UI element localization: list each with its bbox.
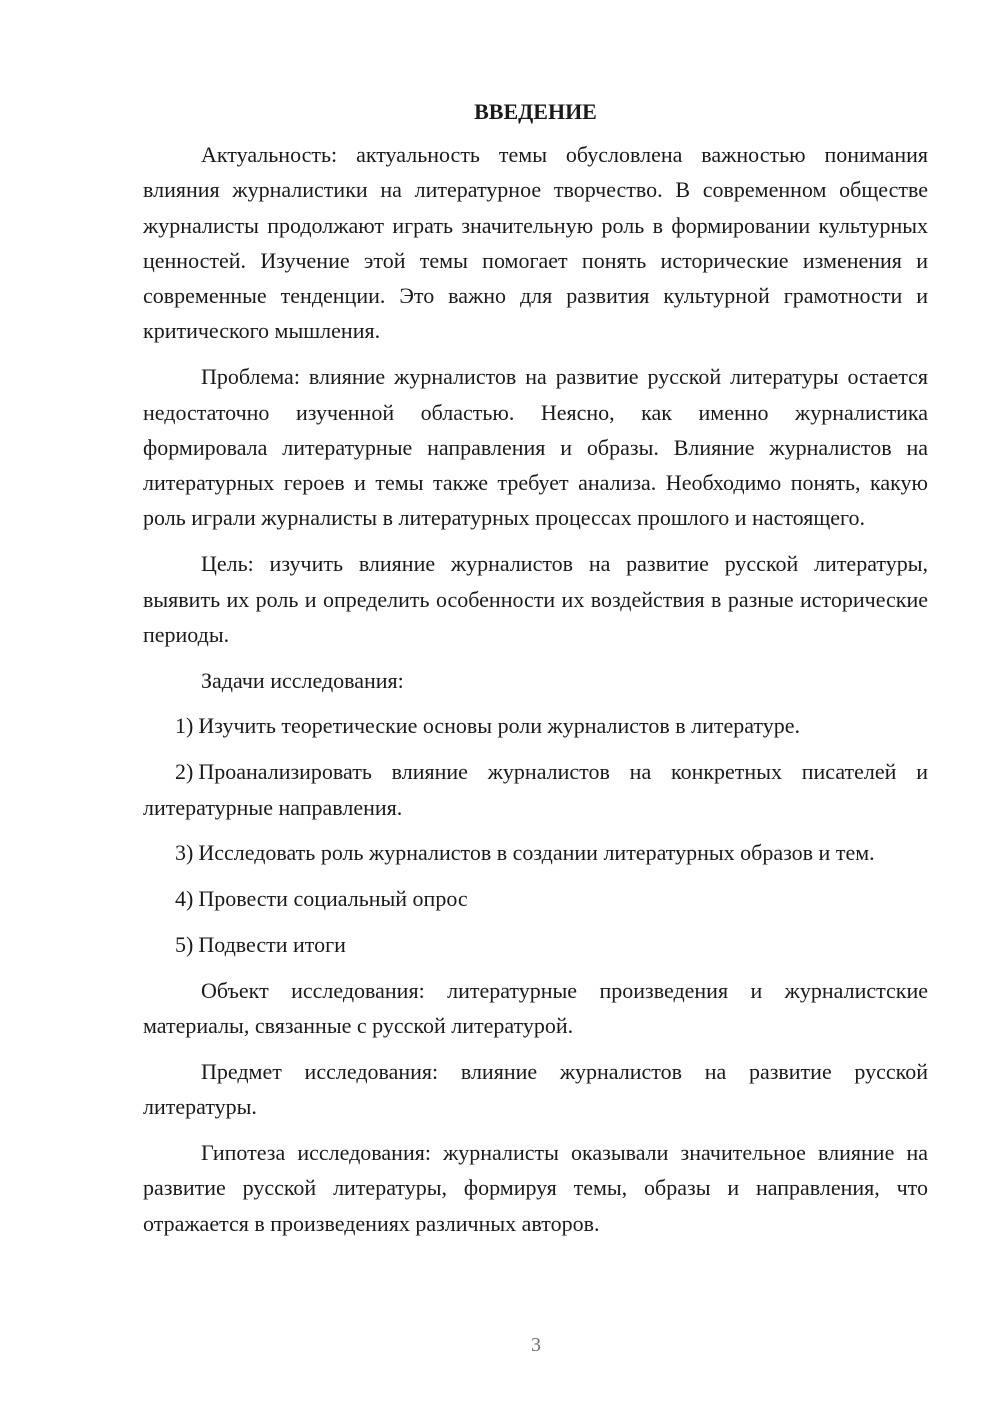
- subject-paragraph: Предмет исследования: влияние журналистов на развитие русской литературы.: [143, 1058, 928, 1120]
- object-paragraph: Объект исследования: литературные произведения и журналистские материалы, связанные с русской литературой.: [143, 977, 928, 1039]
- task-text: Изучить теоретические основы роли журналистов в литературе.: [198, 713, 801, 739]
- tasks-list: [143, 708, 928, 962]
- task-text: Провести социальный опрос: [198, 886, 468, 912]
- task-item: [143, 927, 928, 962]
- task-item: [143, 835, 928, 870]
- page-number: 3: [531, 1334, 541, 1356]
- task-item: [143, 754, 928, 825]
- goal-paragraph: Цель: изучить влияние журналистов на развитие русской литературы, выявить их роль и определить особенности их воздействия в разные исторические периоды.: [143, 551, 928, 647]
- task-number: 3): [175, 840, 194, 866]
- tasks-heading: Задачи исследования:: [201, 667, 404, 693]
- task-number: 4): [175, 886, 194, 912]
- task-text: Исследовать роль журналистов в создании литературных образов и тем.: [198, 840, 875, 866]
- page-content: [143, 94, 928, 1251]
- task-number: 1): [175, 713, 194, 739]
- task-item: [143, 881, 928, 916]
- task-number: 2): [175, 759, 194, 785]
- relevance-paragraph: Актуальность: актуальность темы обусловлена важностью понимания влияния журналистики на литературное творчество. В современном обществе журналисты продолжают играть значительную роль в формировании культурных ценностей. Изучение этой темы помогает понять исторические изменения и современные тенденции. Это важно для развития культурной грамотности и критического мышления.: [143, 142, 928, 344]
- task-item: [143, 708, 928, 743]
- task-text: Подвести итоги: [198, 931, 346, 957]
- section-heading: ВВЕДЕНИЕ: [474, 99, 597, 124]
- task-text: Проанализировать влияние журналистов на конкретных писателей и литературные направления.: [143, 759, 928, 820]
- task-number: 5): [175, 931, 194, 957]
- problem-paragraph: Проблема: влияние журналистов на развитие русской литературы остается недостаточно изученной областью. Неясно, как именно журналистика формировала литературные направления и образы. Влияние журналистов на литературных героев и темы также требует анализа. Необходимо понять, какую роль играли журналисты в литературных процессах прошлого и настоящего.: [143, 364, 928, 531]
- hypothesis-paragraph: Гипотеза исследования: журналисты оказывали значительное влияние на развитие русской литературы, формируя темы, образы и направления, что отражается в произведениях различных авторов.: [143, 1139, 928, 1236]
